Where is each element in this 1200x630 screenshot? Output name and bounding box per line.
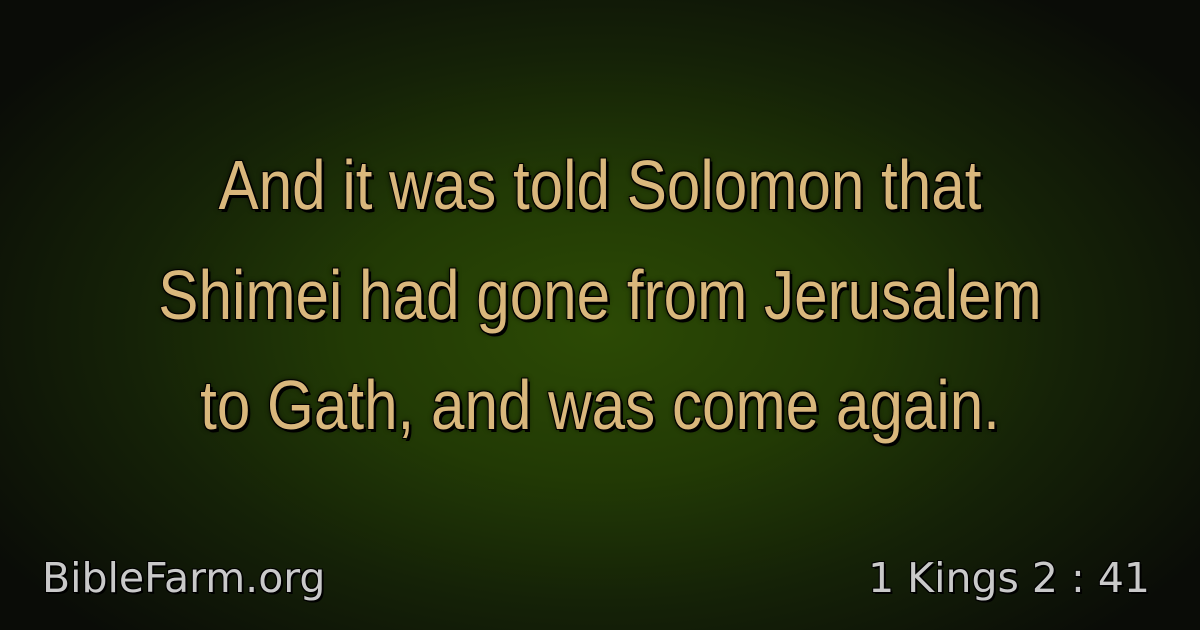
verse-line-3: to Gath, and was come again. xyxy=(200,366,1000,444)
verse-text xyxy=(118,130,1081,460)
site-name: BibleFarm.org xyxy=(42,554,326,602)
verse-reference: 1 Kings 2 : 41 xyxy=(868,554,1150,602)
verse-line-1: And it was told Solomon that xyxy=(218,146,982,224)
verse-line-2: Shimei had gone from Jerusalem xyxy=(158,256,1042,334)
